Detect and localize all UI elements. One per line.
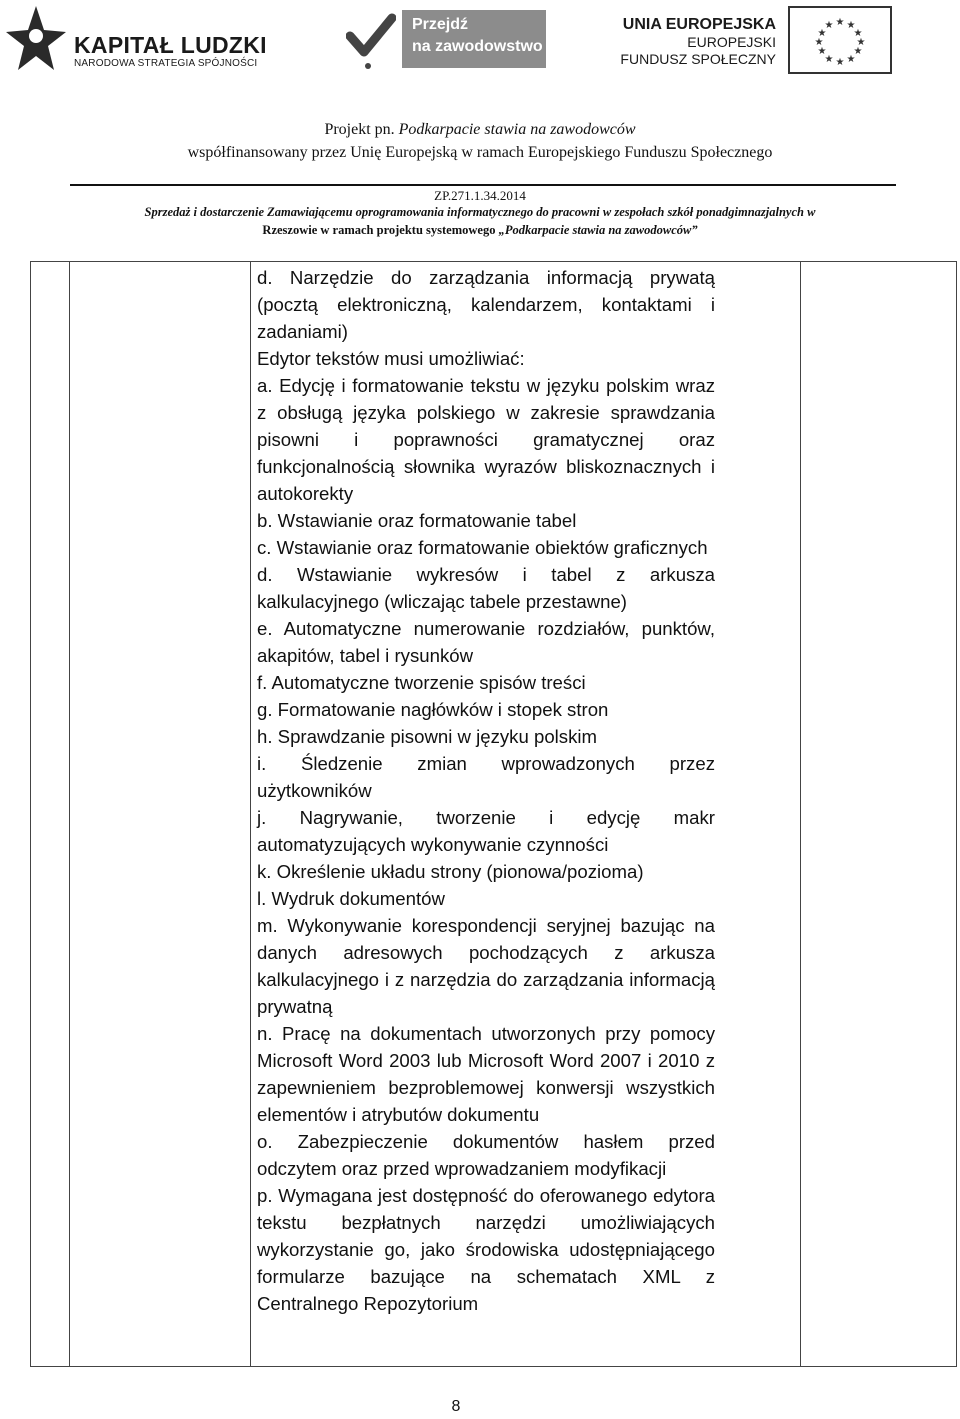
subject-line-2 bbox=[0, 223, 960, 238]
page-number: 8 bbox=[451, 1398, 461, 1415]
table-column-4 bbox=[800, 261, 957, 1367]
description-paragraph: n. Pracę na dokumentach utworzonych przy pomocy Microsoft Word 2003 lub Microsoft Word 2007 i 2010 z zapewnieniem bezproblemowej konwersji wszystkich elementów i atrybutów dokumentu bbox=[257, 1023, 715, 1125]
project-line bbox=[0, 121, 960, 139]
kapital-ludzki-name: KAPITAŁ LUDZKI bbox=[74, 32, 267, 58]
checkmark-emblem-icon bbox=[346, 10, 396, 70]
svg-text:★: ★ bbox=[824, 20, 834, 31]
ue-line3: FUNDUSZ SPOŁECZNY bbox=[620, 51, 776, 67]
przejdz-line2: na zawodowstwo bbox=[412, 38, 543, 55]
description-paragraph: h. Sprawdzanie pisowni w języku polskim bbox=[257, 726, 597, 747]
table-column-2 bbox=[69, 261, 250, 1367]
svg-text:★: ★ bbox=[846, 20, 856, 31]
table-column-1 bbox=[30, 261, 69, 1367]
project-prefix: Projekt pn. bbox=[324, 121, 399, 138]
header-logos bbox=[0, 0, 960, 110]
svg-text:★: ★ bbox=[856, 37, 866, 48]
description-paragraph: Edytor tekstów musi umożliwiać: bbox=[257, 348, 525, 369]
ue-line1: UNIA EUROPEJSKA bbox=[622, 16, 776, 33]
description-paragraph: b. Wstawianie oraz formatowanie tabel bbox=[257, 510, 577, 531]
svg-text:★: ★ bbox=[835, 17, 845, 28]
case-number: ZP.271.1.34.2014 bbox=[434, 188, 526, 203]
description-paragraph: c. Wstawianie oraz formatowanie obiektów graficznych bbox=[257, 537, 708, 558]
kapital-ludzki-emblem-icon bbox=[6, 6, 66, 82]
przejdz-logo bbox=[346, 10, 556, 72]
description-cell bbox=[257, 264, 715, 1317]
kapital-ludzki-subtitle: NARODOWA STRATEGIA SPÓJNOŚCI bbox=[74, 58, 258, 69]
description-paragraph: d. Narzędzie do zarządzania informacją prywatą (pocztą elektroniczną, kalendarzem, kontaktami i zadaniami) bbox=[257, 267, 715, 342]
description-paragraph: d. Wstawianie wykresów i tabel z arkusza kalkulacyjnego (wliczając tabele przestawne) bbox=[257, 564, 715, 612]
subject-line-2-project: „Podkarpacie stawia na zawodowców” bbox=[498, 223, 698, 237]
svg-text:★: ★ bbox=[824, 54, 834, 65]
unia-europejska-logo bbox=[620, 6, 900, 76]
eu-flag-icon bbox=[788, 6, 892, 74]
przejdz-line1: Przejdź bbox=[412, 16, 469, 33]
svg-text:★: ★ bbox=[814, 37, 824, 48]
description-paragraph: m. Wykonywanie korespondencji seryjnej bazując na danych adresowych pochodzących z arkusza kalkulacyjnego i z narzędzia do zarządzania informacją prywatną bbox=[257, 915, 715, 1017]
cofinancing-line: współfinansowany przez Unię Europejską w ramach Europejskiego Funduszu Społecznego bbox=[187, 144, 773, 161]
description-paragraph: k. Określenie układu strony (pionowa/pozioma) bbox=[257, 861, 644, 882]
description-paragraph: g. Formatowanie nagłówków i stopek stron bbox=[257, 699, 609, 720]
kapital-ludzki-logo bbox=[6, 6, 267, 82]
subject-line-2-prefix: Rzeszowie w ramach projektu systemowego bbox=[262, 223, 499, 237]
subject-line-1: Sprzedaż i dostarczenie Zamawiającemu oprogramowania informatycznego do pracowni w zespołach szkół ponadgimnazjalnych w bbox=[144, 205, 816, 219]
description-paragraph: o. Zabezpieczenie dokumentów hasłem przed odczytem oraz przed wprowadzaniem modyfikacji bbox=[257, 1131, 715, 1179]
description-paragraph: e. Automatyczne numerowanie rozdziałów, punktów, akapitów, tabel i rysunków bbox=[257, 618, 715, 666]
svg-text:★: ★ bbox=[817, 28, 827, 39]
header-divider bbox=[70, 184, 896, 186]
svg-text:★: ★ bbox=[846, 54, 856, 65]
ue-line2: EUROPEJSKI bbox=[687, 34, 776, 50]
svg-text:★: ★ bbox=[817, 46, 827, 57]
description-paragraph: j. Nagrywanie, tworzenie i edycję makr automatyzujących wykonywanie czynności bbox=[257, 807, 715, 855]
description-paragraph: l. Wydruk dokumentów bbox=[257, 888, 445, 909]
description-paragraph: f. Automatyczne tworzenie spisów treści bbox=[257, 672, 586, 693]
project-name: Podkarpacie stawia na zawodowców bbox=[398, 121, 636, 138]
description-paragraph: p. Wymagana jest dostępność do oferowanego edytora tekstu bezpłatnych narzędzi umożliwiających wykorzystanie go, jako środowiska udostępniającego formularze bazujące na schematach XML z Centralnego Repozytorium bbox=[257, 1185, 715, 1314]
svg-text:★: ★ bbox=[853, 46, 863, 57]
przejdz-banner bbox=[402, 10, 546, 68]
description-paragraph: a. Edycję i formatowanie tekstu w języku polskim wraz z obsługą języka polskiego w zakresie sprawdzania pisowni i poprawności gramatycznej oraz funkcjonalnością słownika wyrazów bliskoznacznych i autokorekty bbox=[257, 375, 715, 504]
svg-text:★: ★ bbox=[853, 28, 863, 39]
svg-text:★: ★ bbox=[835, 57, 845, 68]
description-paragraph: i. Śledzenie zmian wprowadzonych przez użytkowników bbox=[257, 753, 715, 801]
